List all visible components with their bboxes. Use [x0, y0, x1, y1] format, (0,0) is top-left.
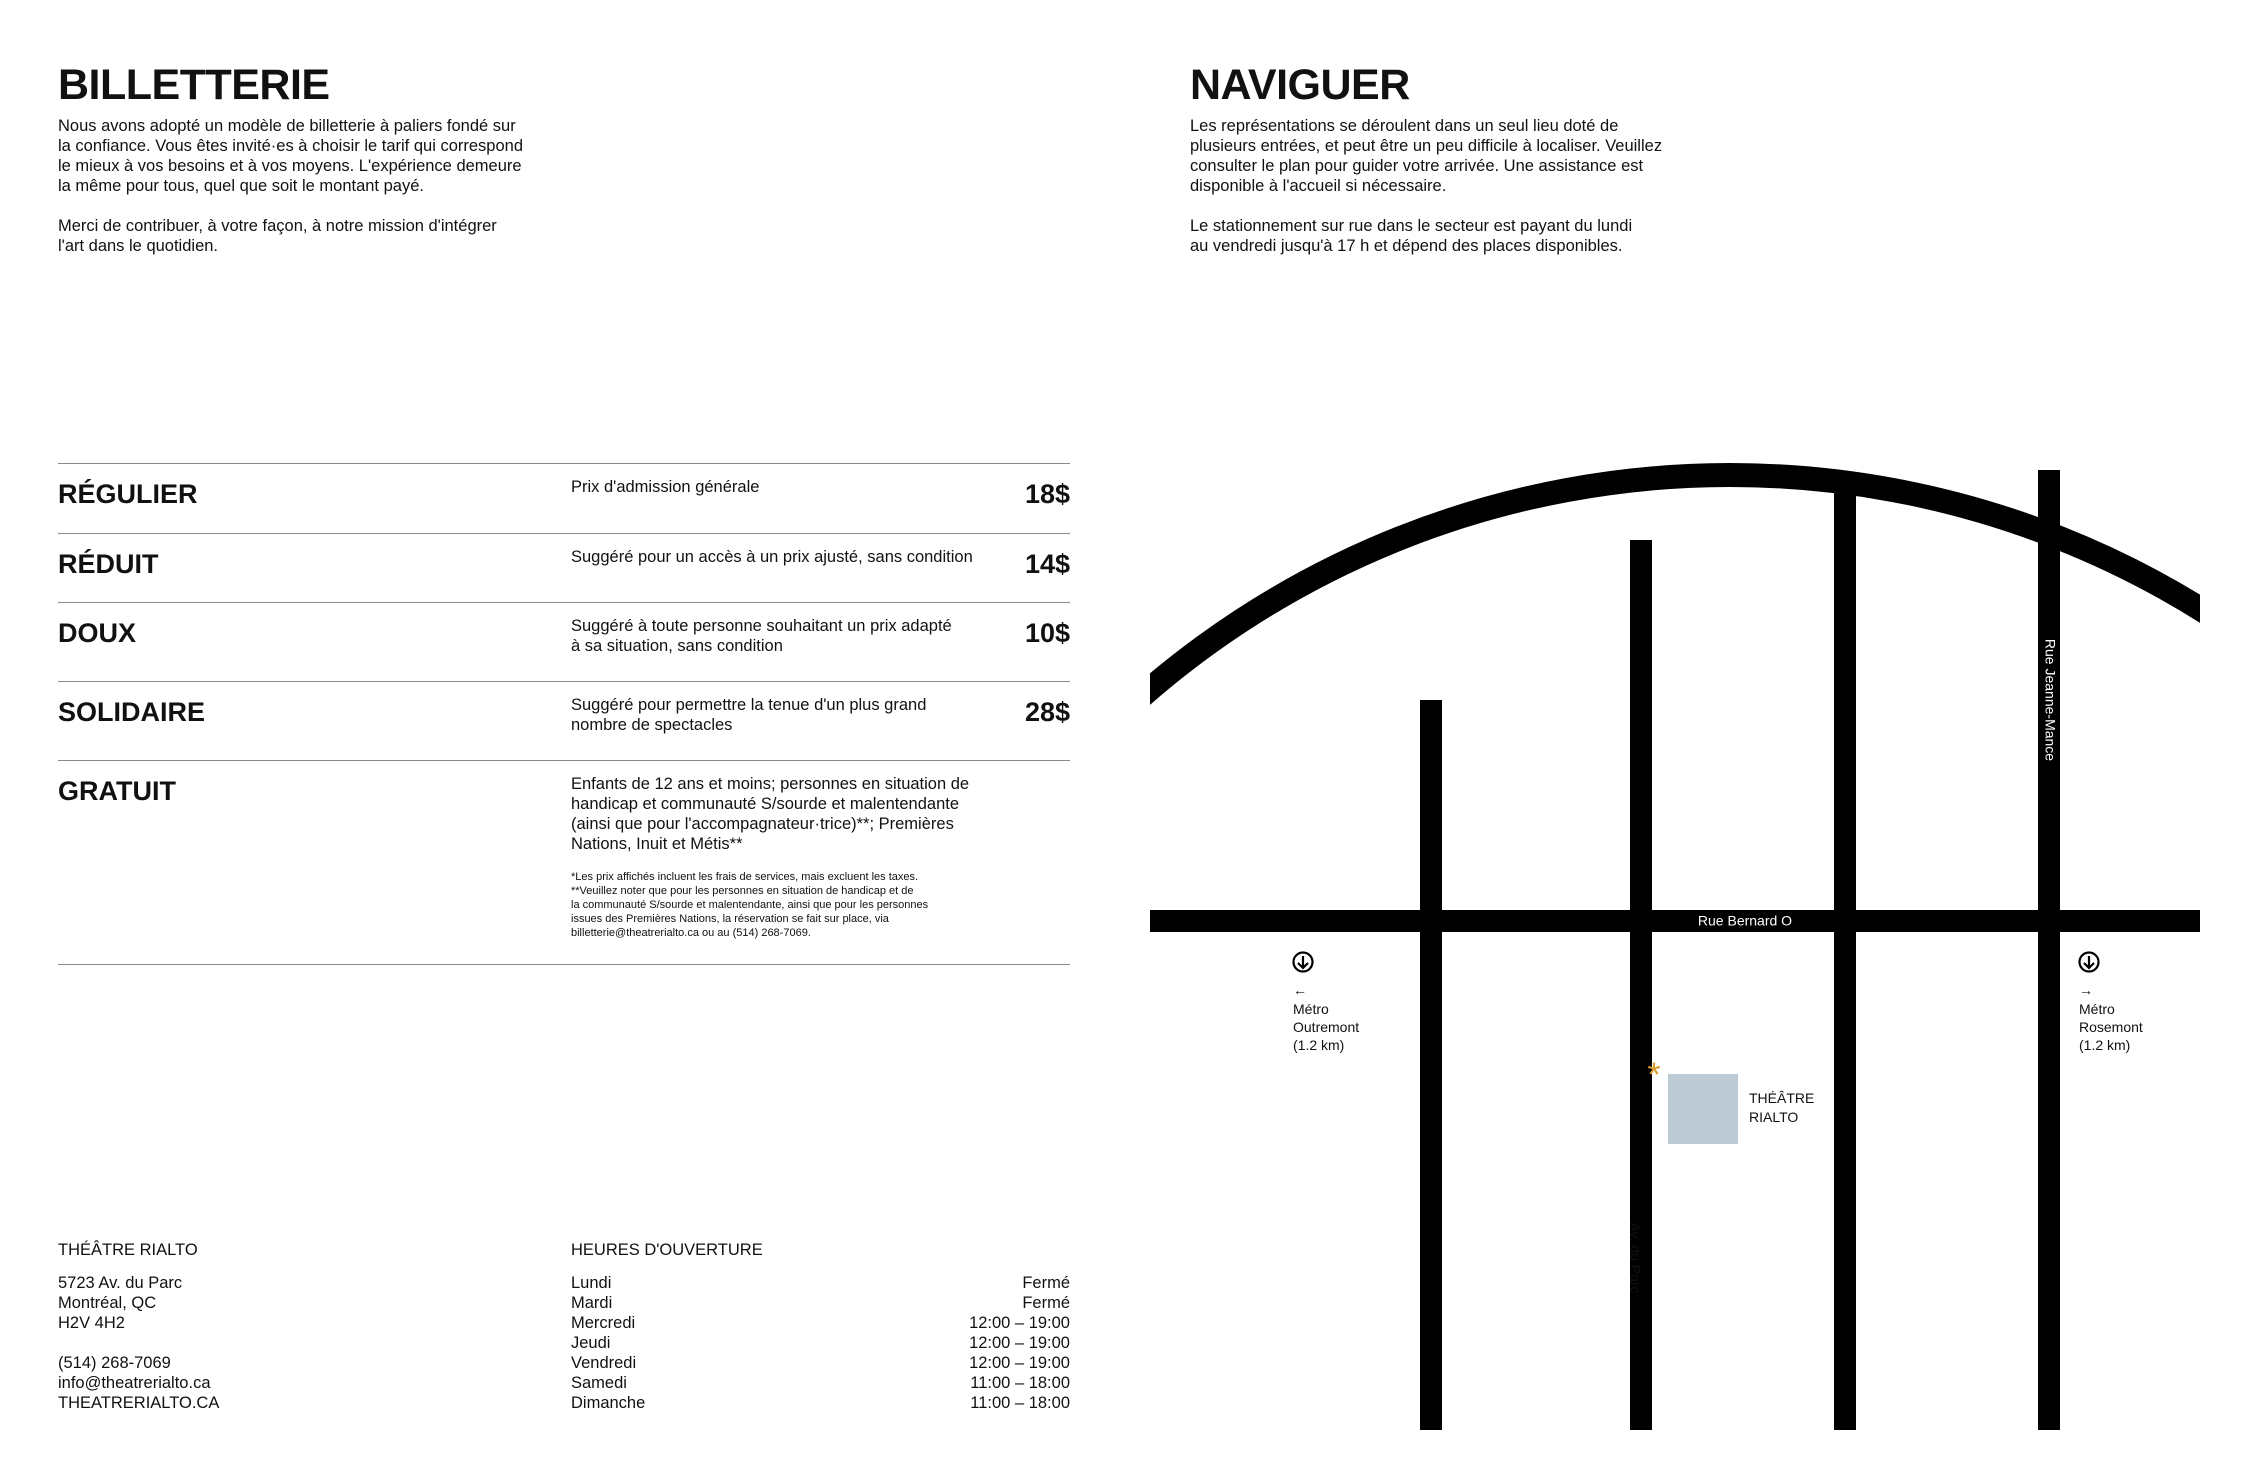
metro-outremont [1293, 953, 1359, 1054]
street-label-av-du-parc: Av. du Parc [1627, 1222, 1644, 1294]
street-line [1420, 700, 1442, 1430]
day-label: Vendredi [571, 1354, 637, 1372]
tier-name: SOLIDAIRE [58, 697, 206, 727]
phone-number[interactable]: (514) 268-7069 [58, 1354, 171, 1372]
direction-arrow: → [2079, 982, 2093, 998]
day-label: Dimanche [571, 1394, 646, 1412]
street-rue-jeanne-mance [2038, 470, 2060, 1430]
tier-description: Suggéré pour un accès à un prix ajusté, sans condition [571, 548, 973, 566]
email-link[interactable]: info@theatrerialto.ca [58, 1374, 211, 1392]
hours-heading: HEURES D'OUVERTURE [571, 1241, 763, 1259]
billetterie-thanks-paragraph: Merci de contribuer, à votre façon, à notre mission d'intégrer l'art dans le quotidien. [58, 217, 497, 255]
time-value: 12:00 – 19:00 [969, 1314, 1070, 1332]
tier-name: RÉGULIER [58, 479, 198, 509]
time-value: 12:00 – 19:00 [969, 1354, 1070, 1372]
venue-label: RIALTO [1749, 1109, 1799, 1125]
tier-price: 10$ [1024, 618, 1070, 648]
street-line [1834, 480, 1856, 1430]
tier-description: Suggéré à toute personne souhaitant un prix adapté à sa situation, sans condition [571, 617, 952, 655]
metro-distance: (1.2 km) [1293, 1037, 1345, 1053]
tier-price: 14$ [1024, 549, 1070, 579]
naviguer-title: NAVIGUER [1190, 61, 1410, 109]
day-label: Mardi [571, 1294, 613, 1312]
time-value: 11:00 – 18:00 [970, 1394, 1070, 1412]
metro-label: Métro [2079, 1001, 2115, 1017]
day-label: Mercredi [571, 1314, 636, 1332]
metro-label: Métro [1293, 1001, 1329, 1017]
map-boundary-circle [837, 475, 2246, 1476]
venue-label: THÉÂTRE [1749, 1090, 1815, 1106]
day-label: Jeudi [571, 1334, 611, 1352]
naviguer-intro-paragraph: Les représentations se déroulent dans un seul lieu doté de plusieurs entrées, et peut être un peu difficile à localiser. Veuillez consulter le plan pour guider votre arrivée. Une assistance est disponible à l'accueil si nécessaire. [1190, 117, 1663, 195]
metro-station-name: Outremont [1293, 1019, 1360, 1035]
price-footnote: *Les prix affichés incluent les frais de services, mais excluent les taxes. **Veuillez noter que pour les personnes en situation de handicap et de la communauté S/sourde et malentendante, ainsi que pour les personnes issues des Premières Nations, la réservation se fait sur place, via billetterie@theatrerialto.ca ou au (514) 268-7069. [571, 871, 929, 939]
naviguer-parking-paragraph: Le stationnement sur rue dans le secteur est payant du lundi au vendredi jusqu'à 17 h et dépend des places disponibles. [1190, 217, 1633, 255]
venue-building [1668, 1074, 1738, 1144]
contact-heading: THÉÂTRE RIALTO [58, 1241, 198, 1259]
website-link[interactable]: THEATRERIALTO.CA [58, 1394, 220, 1412]
street-av-du-parc [1630, 540, 1652, 1430]
time-value: Fermé [1022, 1274, 1070, 1292]
address-line: Montréal, QC [58, 1294, 157, 1312]
billetterie-title: BILLETTERIE [58, 61, 330, 109]
metro-station-name: Rosemont [2079, 1019, 2143, 1035]
tier-price: 18$ [1024, 479, 1070, 509]
time-value: 12:00 – 19:00 [969, 1334, 1070, 1352]
venue-marker: * [1647, 1056, 1661, 1094]
tier-price: 28$ [1024, 697, 1070, 727]
address-line: H2V 4H2 [58, 1314, 125, 1332]
metro-arrow-glyph [1298, 956, 1308, 968]
street-label-rue-jeanne-mance: Rue Jeanne-Mance [2042, 638, 2059, 762]
direction-arrow: ← [1293, 982, 1307, 998]
tier-name: DOUX [58, 618, 137, 648]
tier-name: GRATUIT [58, 776, 176, 806]
tier-description: Enfants de 12 ans et moins; personnes en situation de handicap et communauté S/sourde et malentendante (ainsi que pour l'accompagnateur·trice)**; Premières Nations, Inuit et Métis** [571, 775, 970, 853]
billetterie-intro-paragraph: Nous avons adopté un modèle de billetterie à paliers fondé sur la confiance. Vous êtes invité·es à choisir le tarif qui correspond le mieux à vos besoins et à vos moyens. L'expérience demeure la même pour tous, quel que soit le montant payé. [58, 117, 523, 195]
metro-rosemont [2079, 953, 2143, 1054]
street-label-rue-bernard: Rue Bernard O [1697, 912, 1793, 929]
tier-name: RÉDUIT [58, 549, 159, 579]
metro-distance: (1.2 km) [2079, 1037, 2131, 1053]
day-label: Samedi [571, 1374, 627, 1392]
day-label: Lundi [571, 1274, 612, 1292]
time-value: 11:00 – 18:00 [970, 1374, 1070, 1392]
tier-description: Suggéré pour permettre la tenue d'un plus grand nombre de spectacles [571, 696, 927, 734]
address-line: 5723 Av. du Parc [58, 1274, 183, 1292]
time-value: Fermé [1022, 1294, 1070, 1312]
tier-description: Prix d'admission générale [571, 478, 760, 496]
metro-arrow-glyph [2084, 956, 2094, 968]
